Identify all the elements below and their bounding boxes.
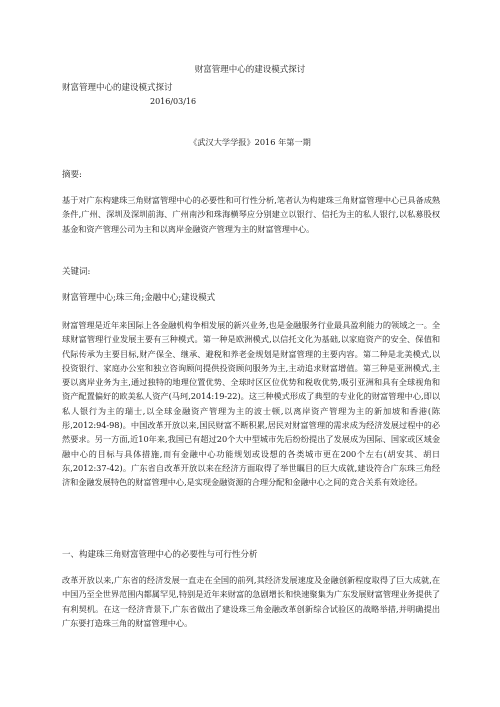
journal-source: 《武汉大学学报》2016 年第一期 bbox=[189, 137, 311, 147]
section-heading-1: 一、构建珠三角财富管理中心的必要性与可行性分析 bbox=[62, 550, 258, 560]
page-header-title: 财富管理中心的建设模式探讨 bbox=[194, 65, 306, 75]
abstract-text: 基于对广东构建珠三角财富管理中心的必要性和可行性分析,笔者认为构建珠三角财富管理中心已具备成熟条件,广州、深圳及深圳前海、广州南沙和珠海横琴应分别建立以银行、信托为主的私人银行,以私募股权基金和资产管理公司为主和以离岸金融资产管理为主的财富管理中心。 bbox=[62, 195, 440, 234]
body-paragraph-2: 改革开放以来,广东省的经济发展一直走在全国的前列,其经济发展速度及金融创新程度取得了巨大成就,在中国乃至全世界范围内都属罕见,特别是近年来财富的急剧增长和快速聚集为广东发展财富管理业务提供了有利契机。在这一经济背景下,广东省做出了建设珠三角金融改革创新综合试验区的战略举措,并明确提出广东要打造珠三角的财富管理中心。 bbox=[62, 575, 440, 628]
keywords-label: 关键词: bbox=[62, 267, 91, 277]
publish-date: 2016/03/16 bbox=[150, 97, 197, 106]
keywords-text: 财富管理中心;珠三角;金融中心;建设模式 bbox=[62, 293, 216, 303]
article-title: 财富管理中心的建设模式探讨 bbox=[62, 83, 173, 93]
body-paragraph-1: 财富管理是近年来国际上各金融机构争相发展的新兴业务,也是金融服务行业最具盈利能力的领域之一。全球财富管理行业发展主要有三种模式。第一种是欧洲模式,以信托文化为基础,以家庭资产的安全、保值和代际传承为主要目标,财产保全、继承、避税和养老金规划是财富管理的主要内容。第二种是北美模式,以投资银行、家庭办公室和独立咨询顾问提供投资顾问服务为主,主动追求财富增值。第三种是亚洲模式,主要以离岸业务为主,通过独特的地理位置优势、全球时区区位优势和税收优势,吸引亚洲和具有全球视角和资产配置偏好的欧美私人资产(马珂,2014:19-22)。这三种模式形成了典型的专业化的财富管理中心,即以私人银行为主的瑞士,以全球金融资产管理为主的波士顿,以离岸资产管理为主的新加坡和香港(陈彤,2012:94-98)。中国改革开放以来,国民财富不断积累,居民对财富管理的需求成为经济发展过程中的必然要求。另一方面,近10年来,我国已有超过20个大中型城市先后纷纷提出了发展成为国际、国家或区域金融中心的目标与具体措施,而有金融中心功能规划或设想的各类城市更在200个左右(胡安其、胡日东,2012:37-42)。广东省自改革开放以来在经济方面取得了举世瞩目的巨大成就,建设符合广东珠三角经济和金融发展特色的财富管理中心,是实现金融资源的合理分配和金融中心之间的竞合关系有效途径。 bbox=[62, 320, 440, 488]
abstract-label: 摘要: bbox=[62, 170, 82, 180]
